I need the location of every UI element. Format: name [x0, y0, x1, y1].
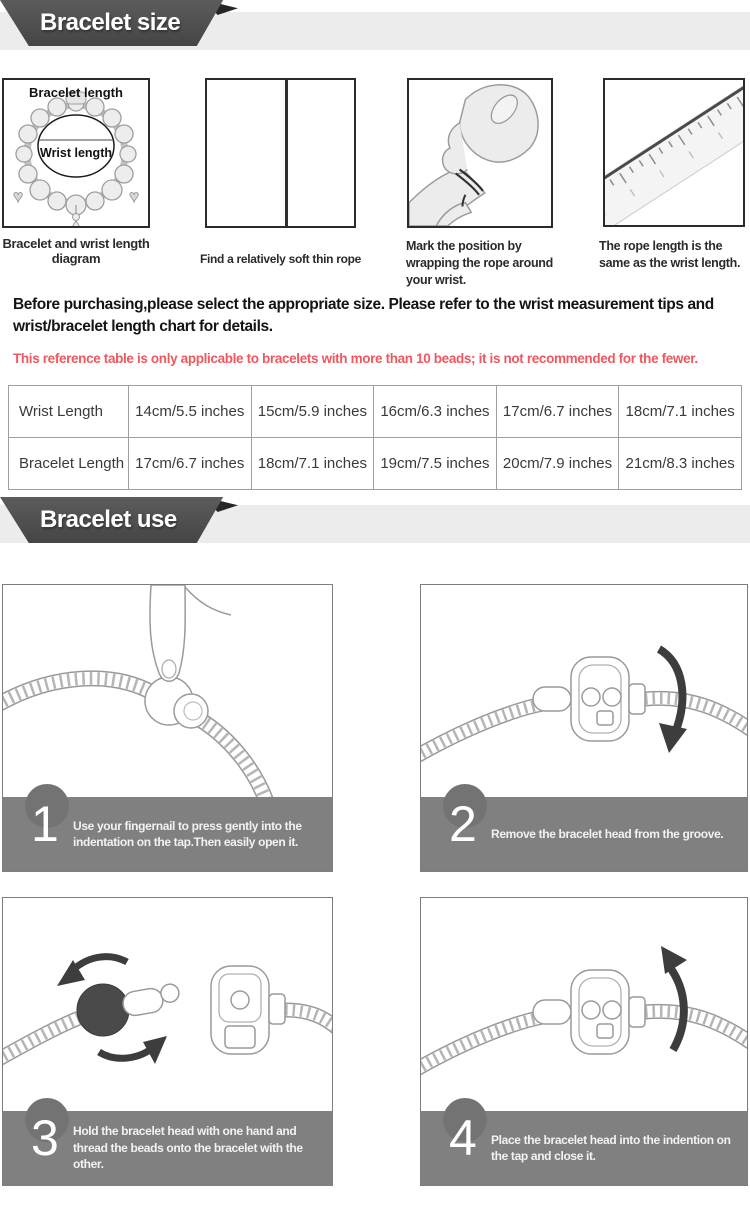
reference-note: This reference table is only applicable to bracelets with more than 10 beads; it is not recommended for the fewer.	[13, 351, 698, 366]
size-cell: 14cm/5.5 inches	[128, 386, 251, 438]
bead	[77, 984, 129, 1036]
step-number: 1	[31, 796, 59, 852]
banner-bracelet-size	[0, 0, 750, 46]
figure-rope	[205, 78, 356, 228]
step-number: 2	[449, 796, 477, 852]
step-number: 3	[31, 1110, 59, 1166]
caption-rope: Find a relatively soft thin rope	[199, 252, 362, 266]
size-table	[8, 385, 742, 490]
step-panel-3	[2, 897, 333, 1186]
step-panel-4	[420, 897, 748, 1186]
step-text: Remove the bracelet head from the groove.	[491, 826, 724, 841]
step-text: Place the bracelet head into the indention on the tap and close it.	[491, 1132, 731, 1163]
rope-line	[285, 80, 288, 226]
wrist-illustration	[409, 80, 551, 226]
step-band	[421, 1111, 747, 1185]
ruler-illustration	[605, 80, 743, 225]
step-number: 4	[449, 1110, 477, 1166]
size-cell: 21cm/8.3 inches	[619, 438, 742, 490]
size-cell: 18cm/7.1 inches	[251, 438, 374, 490]
size-cell: 18cm/7.1 inches	[619, 386, 742, 438]
size-cell: 19cm/7.5 inches	[374, 438, 497, 490]
step-panel-2	[420, 584, 748, 872]
step-4-illustration	[421, 898, 747, 1113]
size-cell: 15cm/5.9 inches	[251, 386, 374, 438]
row-label: Wrist Length	[9, 386, 129, 438]
table-row-wrist	[9, 386, 742, 438]
figure-wrist-marking	[407, 78, 553, 228]
figure-bracelet-diagram	[2, 78, 150, 228]
arrow-down-icon	[659, 723, 687, 753]
step-text: Hold the bracelet head with one hand and thread the beads onto the bracelet with the other.	[73, 1124, 303, 1172]
section-title-use: Bracelet use	[40, 506, 177, 533]
size-cell: 17cm/6.7 inches	[128, 438, 251, 490]
caption-ruler: The rope length is the same as the wrist length.	[599, 239, 741, 270]
size-cell: 16cm/6.3 inches	[374, 386, 497, 438]
label-bracelet-length: Bracelet length	[29, 85, 123, 100]
table-row-bracelet	[9, 438, 742, 490]
step-3-illustration	[3, 898, 332, 1113]
intro-text: Before purchasing,please select the appropriate size. Please refer to the wrist measurement tips and wrist/bracelet length chart for details.	[13, 296, 714, 335]
step-band	[3, 1111, 332, 1185]
step-panel-1	[2, 584, 333, 872]
banner-bracelet-use	[0, 497, 750, 543]
caption-wrist-marking: Mark the position by wrapping the rope around your wrist.	[406, 239, 553, 287]
step-band	[3, 797, 332, 871]
size-cell: 17cm/6.7 inches	[496, 386, 619, 438]
size-cell: 20cm/7.9 inches	[496, 438, 619, 490]
step-2-illustration	[421, 585, 747, 799]
step-1-illustration	[3, 585, 332, 799]
caption-bracelet-diagram: Bracelet and wrist length diagram	[2, 236, 150, 266]
figure-ruler	[603, 78, 745, 227]
svg-text:♥: ♥	[12, 187, 24, 206]
step-band	[421, 797, 747, 871]
label-wrist-length: Wrist length	[40, 146, 112, 160]
svg-text:♥: ♥	[128, 187, 140, 206]
step-text: Use your fingernail to press gently into the indentation on the tap.Then easily open it.	[73, 818, 302, 849]
row-label: Bracelet Length	[9, 438, 129, 490]
section-title-size: Bracelet size	[40, 9, 181, 36]
